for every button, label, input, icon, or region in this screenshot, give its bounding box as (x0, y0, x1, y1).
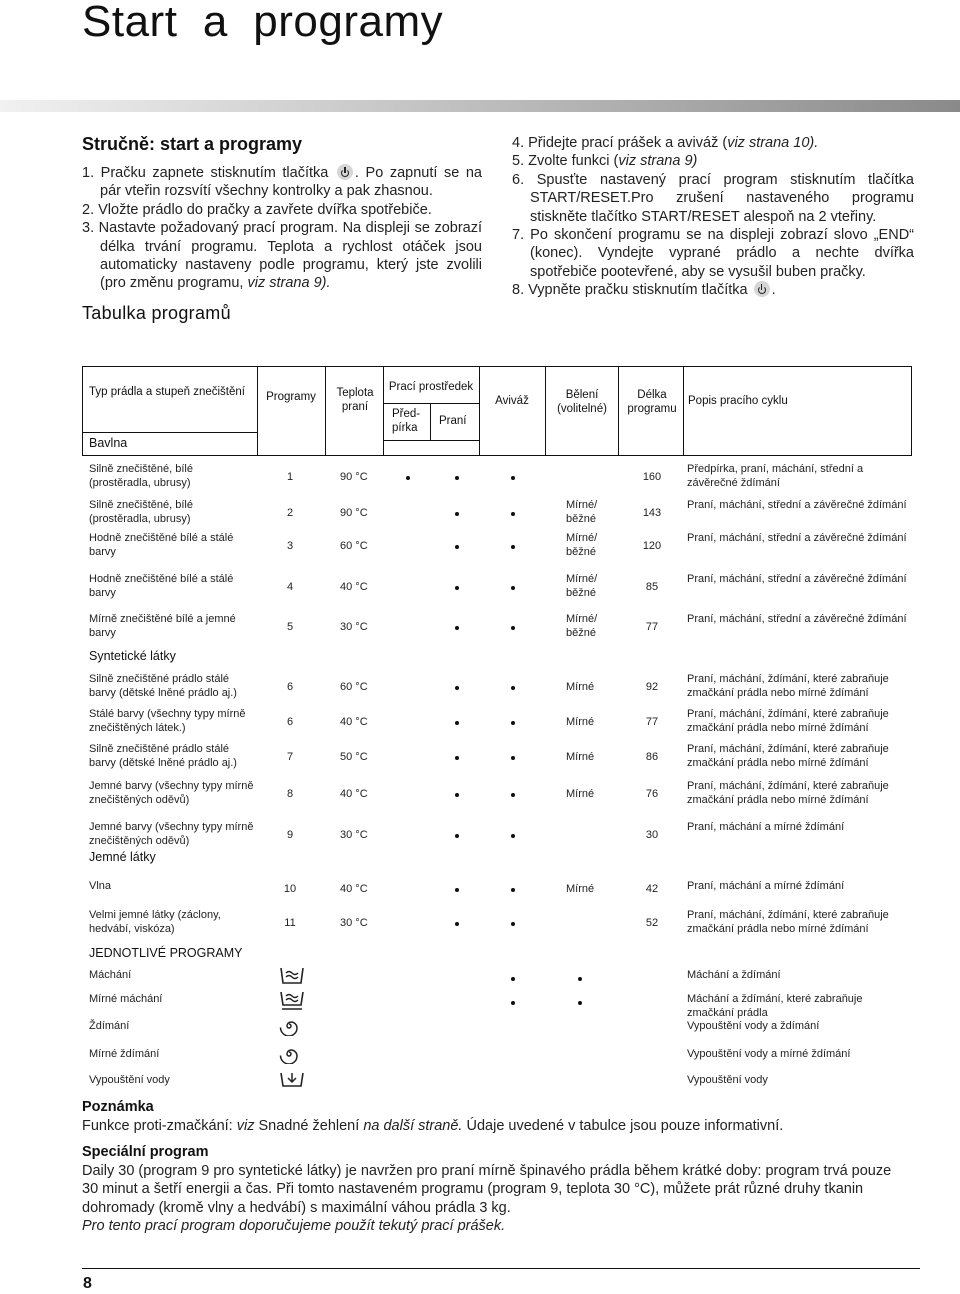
gentle-rinse-icon (279, 989, 305, 1016)
summary-step-1-text-end: . Po zapnutí se na pár vteřin rozsvítí všechny kontrolky a pak zhasnou. (100, 165, 483, 200)
row-duration: 76 (645, 788, 659, 800)
row-duration: 92 (645, 681, 659, 693)
bullet-dot (511, 834, 515, 838)
note-text-part: Funkce proti-zmačkání: (82, 1117, 237, 1134)
bullet-dot (455, 793, 459, 797)
summary-right-column (512, 134, 914, 300)
bullet-dot (511, 586, 515, 590)
bullet-dot (455, 512, 459, 516)
row-bleach: Mírné/ běžné (566, 499, 598, 525)
row-bleach: Mírné (566, 883, 595, 895)
bullet-dot (455, 545, 459, 549)
row-description: Praní, máchání, střední a závěrečné ždímání (687, 499, 907, 511)
row-program: 3 (286, 540, 294, 552)
row-description: Máchání a ždímání (687, 969, 781, 981)
bullet-dot (455, 756, 459, 760)
bullet-dot (511, 626, 515, 630)
row-type: Mírně znečištěné bílé a jemné barvy (89, 613, 236, 639)
header-softener: Aviváž (495, 395, 529, 407)
row-temperature: 40 °C (340, 581, 368, 593)
header-description: Popis pracího cyklu (688, 395, 788, 407)
summary-step-6: 6. Spusťte nastavený prací program stisknutím tlačítka START/RESET.Pro zrušení nastaveného programu stiskněte tlačítko START/RESET alespoň na 2 vteřiny. (512, 171, 914, 225)
detergent-subheader-line (383, 403, 479, 404)
row-temperature: 90 °C (340, 471, 368, 483)
special-text: Daily 30 (program 9 pro syntetické látky) je navržen pro praní mírně špinavého prádla během krátké doby: program trvá pouze 30 minut a šetří energii a čas. Při tomto nastaveném programu (program 9, teplota 30 °C), můžete prát různé druhy tkanin dohromady (kromě vlny a hedvábí) s maximální váhou prádla 3 kg. (82, 1162, 892, 1216)
row-description: Praní, máchání a mírné ždímání (687, 821, 845, 833)
row-description: Praní, máchání, střední a závěrečné ždímání (687, 532, 907, 544)
notes-section (82, 1098, 904, 1236)
row-description: Praní, máchání, střední a závěrečné ždímání (687, 573, 907, 585)
footer-rule (82, 1268, 920, 1269)
summary-heading: Stručně: start a programy (82, 134, 303, 154)
row-type: Hodně znečištěné bílé a stálé barvy (89, 573, 234, 599)
detergent-subdivider (430, 403, 431, 441)
row-program: 8 (286, 788, 294, 800)
note-text (82, 1117, 904, 1136)
row-type: Mírné ždímání (89, 1048, 160, 1060)
summary-step-5-text: 5. Zvolte funkci ( (512, 153, 619, 170)
summary-left-column (82, 132, 482, 325)
summary-step-5-ref: viz strana 9) (618, 153, 698, 170)
drain-icon (279, 1070, 305, 1095)
bullet-dot (406, 476, 410, 480)
header-type: Typ prádla a stupeň znečištění (89, 386, 245, 398)
row-description: Vypouštění vody (687, 1074, 768, 1086)
header-duration: Délka programu (627, 389, 677, 415)
summary-step-1 (82, 164, 482, 201)
row-duration: 42 (645, 883, 659, 895)
header-detergent: Prací prostředek (388, 381, 474, 393)
col-divider (545, 366, 546, 456)
summary-step-2: 2. Vložte prádlo do pračky a zavřete dvířka spotřebiče. (82, 201, 432, 218)
table-heading: Tabulka programů (82, 302, 231, 323)
table-right-border (911, 366, 912, 456)
section-divider (83, 432, 257, 433)
summary-step-8-text: 8. Vypněte pračku stisknutím tlačítka (512, 282, 752, 299)
summary-step-8 (512, 281, 914, 299)
note-text-part: Údaje uvedené v tabulce jsou pouze informativní. (462, 1117, 784, 1134)
section-bavlna: Bavlna (89, 436, 128, 450)
row-type: Silně znečištěné, bílé (prostěradla, ubrusy) (89, 463, 193, 489)
row-duration: 120 (642, 540, 662, 552)
row-bleach: Mírné (566, 681, 595, 693)
row-temperature: 40 °C (340, 788, 368, 800)
row-bleach: Mírné (566, 751, 595, 763)
section-label: Syntetické látky (89, 649, 176, 663)
bullet-dot (511, 686, 515, 690)
row-type: Mírné máchání (89, 993, 163, 1005)
row-type: Vlna (89, 880, 112, 892)
spin-icon (279, 1016, 299, 1041)
bullet-dot (578, 977, 582, 981)
gentle-spin-icon (279, 1044, 299, 1069)
summary-step-3 (82, 219, 482, 293)
header-programs: Programy (266, 391, 316, 403)
bullet-dot (511, 476, 515, 480)
bullet-dot (511, 545, 515, 549)
header-temperature: Teplota praní (336, 387, 374, 413)
row-program: 11 (284, 917, 296, 929)
row-program: 6 (286, 716, 294, 728)
note-heading: Poznámka (82, 1099, 154, 1115)
bullet-dot (511, 888, 515, 892)
summary-step-8-text-end: . (771, 282, 776, 299)
page-title: Start a programy (82, 0, 444, 46)
row-temperature: 90 °C (340, 507, 368, 519)
row-bleach: Mírné/ běžné (566, 573, 598, 599)
bullet-dot (455, 626, 459, 630)
row-description: Praní, máchání a mírné ždímání (687, 880, 845, 892)
detergent-bottom-line (383, 440, 479, 441)
row-duration: 77 (645, 716, 659, 728)
bullet-dot (511, 793, 515, 797)
row-temperature: 50 °C (340, 751, 368, 763)
summary-step-3-ref: viz strana 9). (247, 275, 331, 292)
col-divider (257, 366, 258, 456)
row-program: 4 (286, 581, 294, 593)
row-duration: 30 (645, 829, 659, 841)
header-band (0, 100, 960, 112)
row-description: Praní, máchání, ždímání, které zabraňuje zmačkání prádla nebo mírné ždímání (687, 673, 889, 699)
row-program: 1 (286, 471, 294, 483)
bullet-dot (455, 721, 459, 725)
row-duration: 85 (645, 581, 659, 593)
special-heading: Speciální program (82, 1144, 209, 1160)
row-description: Praní, máchání, ždímání, které zabraňuje zmačkání prádla nebo mírné ždímání (687, 909, 889, 935)
row-description: Vypouštění vody a mírné ždímání (687, 1048, 851, 1060)
col-divider (618, 366, 619, 456)
row-program: 2 (286, 507, 294, 519)
summary-step-4-text: 4. Přidejte prací prášek a aviváž ( (512, 135, 728, 151)
page-number: 8 (83, 1275, 92, 1292)
row-bleach: Mírné (566, 788, 595, 800)
rinse-icon (279, 965, 305, 990)
row-duration: 52 (645, 917, 659, 929)
bullet-dot (578, 1001, 582, 1005)
row-duration: 77 (645, 621, 659, 633)
summary-step-5 (512, 152, 914, 170)
row-program: 5 (286, 621, 294, 633)
bullet-dot (511, 756, 515, 760)
row-description: Vypouštění vody a ždímání (687, 1020, 820, 1032)
row-type: Silně znečištěné prádlo stálé barvy (dětské lněné prádlo aj.) (89, 743, 237, 769)
row-temperature: 30 °C (340, 917, 368, 929)
summary-step-3-text: 3. Nastavte požadovaný prací program. Na displeji se zobrazí délka trvání programu. Teplota a rychlost otáček jsou automaticky nastaveny podle programu, který jste zvolili (pro změnu programu, (82, 220, 482, 292)
bullet-dot (455, 922, 459, 926)
section-label: Jemné látky (89, 850, 156, 864)
header-prewash: Před-pírka (392, 408, 421, 434)
col-divider (479, 366, 480, 456)
header-bleach: Bělení (volitelné) (557, 389, 607, 415)
row-duration: 86 (645, 751, 659, 763)
bullet-dot (455, 476, 459, 480)
note-text-part: viz (236, 1117, 255, 1134)
summary-step-1-text: 1. Pračku zapnete stisknutím tlačítka (82, 165, 335, 181)
row-description: Máchání a ždímání, které zabraňuje zmačkání prádla (687, 993, 863, 1019)
row-type: Velmi jemné látky (záclony, hedvábí, viskóza) (89, 909, 221, 935)
power-icon (337, 164, 353, 180)
row-type: Stálé barvy (všechny typy mírně znečištěných látek.) (89, 708, 246, 734)
row-type: Jemné barvy (všechny typy mírně znečištěných oděvů) (89, 780, 254, 806)
row-type: Silně znečištěné prádlo stálé barvy (dětské lněné prádlo aj.) (89, 673, 237, 699)
bullet-dot (511, 721, 515, 725)
bullet-dot (455, 834, 459, 838)
row-description: Praní, máchání, střední a závěrečné ždímání (687, 613, 907, 625)
row-duration: 160 (642, 471, 662, 483)
row-program: 10 (283, 883, 297, 895)
row-description: Praní, máchání, ždímání, které zabraňuje zmačkání prádla nebo mírné ždímání (687, 780, 889, 806)
row-description: Praní, máchání, ždímání, které zabraňuje zmačkání prádla nebo mírné ždímání (687, 708, 889, 734)
row-program: 7 (286, 751, 294, 763)
table-header-border (82, 455, 912, 456)
section-label: JEDNOTLIVÉ PROGRAMY (89, 946, 243, 960)
row-temperature: 40 °C (340, 883, 368, 895)
bullet-dot (511, 1001, 515, 1005)
row-type: Vypouštění vody (89, 1074, 170, 1086)
header-wash: Praní (439, 415, 467, 427)
row-temperature: 60 °C (340, 681, 368, 693)
table-left-border (82, 366, 83, 456)
summary-step-4 (512, 134, 914, 152)
summary-step-7: 7. Po skončení programu se na displeji zobrazí slovo „END“ (konec). Vyndejte vyprané prádlo a nechte dvířka spotřebiče pootevřené, aby se vysušil buben pračky. (512, 227, 914, 280)
bullet-dot (511, 977, 515, 981)
bullet-dot (455, 888, 459, 892)
row-temperature: 40 °C (340, 716, 368, 728)
row-duration: 143 (642, 507, 662, 519)
col-divider (383, 366, 384, 456)
row-program: 9 (286, 829, 294, 841)
row-bleach: Mírné/ běžné (566, 532, 598, 558)
power-icon (754, 281, 770, 297)
row-type: Jemné barvy (všechny typy mírně znečištěných oděvů) (89, 821, 254, 847)
row-type: Ždímání (89, 1020, 130, 1032)
row-temperature: 30 °C (340, 829, 368, 841)
summary-step-4-ref: viz strana 10). (727, 135, 819, 151)
table-top-border (82, 366, 912, 367)
row-description: Předpírka, praní, máchání, střední a závěrečné ždímání (687, 463, 864, 489)
note-text-part: na další straně. (363, 1117, 463, 1134)
row-program: 6 (286, 681, 294, 693)
row-type: Máchání (89, 969, 132, 981)
bullet-dot (455, 686, 459, 690)
row-bleach: Mírné/ běžné (566, 613, 598, 639)
row-temperature: 30 °C (340, 621, 368, 633)
bullet-dot (455, 586, 459, 590)
bullet-dot (511, 512, 515, 516)
row-type: Silně znečištěné, bílé (prostěradla, ubrusy) (89, 499, 193, 525)
col-divider (325, 366, 326, 456)
row-temperature: 60 °C (340, 540, 368, 552)
col-divider (683, 366, 684, 456)
special-italic: Pro tento prací program doporučujeme použít tekutý prací prášek. (82, 1218, 506, 1234)
row-description: Praní, máchání, ždímání, které zabraňuje zmačkání prádla nebo mírné ždímání (687, 743, 889, 769)
bullet-dot (511, 922, 515, 926)
note-text-part: Snadné žehlení (254, 1117, 364, 1134)
row-bleach: Mírné (566, 716, 595, 728)
row-type: Hodně znečištěné bílé a stálé barvy (89, 532, 234, 558)
